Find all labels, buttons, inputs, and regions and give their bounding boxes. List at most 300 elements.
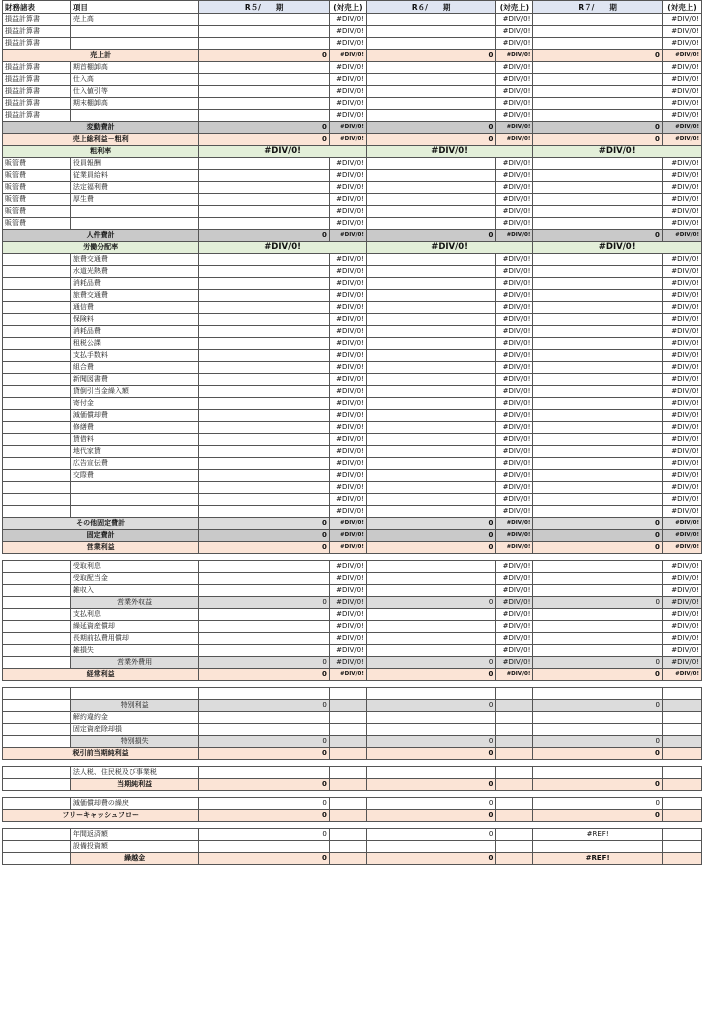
amount-cell: 0: [366, 542, 496, 554]
summary-row: [3, 242, 702, 254]
amount-cell: 0: [199, 134, 330, 146]
row-item: 役員報酬: [70, 158, 198, 170]
ratio-cell: #DIV/0!: [329, 62, 366, 74]
ratio-cell: #DIV/0!: [496, 98, 533, 110]
amount-cell: [199, 302, 330, 314]
amount-cell: [199, 74, 330, 86]
amount-cell: [199, 278, 330, 290]
amount-cell: [533, 26, 663, 38]
ratio-cell: #DIV/0!: [496, 410, 533, 422]
amount-cell: [199, 170, 330, 182]
amount-cell: [199, 362, 330, 374]
summary-row: [3, 700, 702, 712]
amount-cell: 0: [199, 122, 330, 134]
row-category: 販管費: [3, 158, 71, 170]
table-row: [3, 767, 702, 779]
ratio-cell: #DIV/0!: [662, 266, 701, 278]
table-row: [3, 633, 702, 645]
ratio-cell: #DIV/0!: [662, 609, 701, 621]
amount-cell: 0: [199, 779, 330, 791]
table-row: [3, 290, 702, 302]
amount-cell: [533, 86, 663, 98]
amount-cell: 0: [366, 810, 496, 822]
amount-cell: 0: [199, 736, 330, 748]
row-item: 支払利息: [70, 609, 198, 621]
row-category: [3, 585, 71, 597]
summary-row: [3, 530, 702, 542]
spacer-cell: [366, 791, 496, 798]
ratio-cell: #DIV/0!: [662, 518, 701, 530]
spacer-cell: [533, 822, 663, 829]
amount-cell: [533, 362, 663, 374]
amount-cell: [533, 422, 663, 434]
amount-cell: [199, 434, 330, 446]
amount-cell: [533, 338, 663, 350]
amount-cell: [533, 158, 663, 170]
ratio-cell: #DIV/0!: [496, 314, 533, 326]
ratio-cell: #DIV/0!: [496, 561, 533, 573]
row-category: 損益計算書: [3, 14, 71, 26]
spacer-cell: [199, 554, 330, 561]
summary-row: [3, 230, 702, 242]
amount-cell: 0: [366, 134, 496, 146]
ratio-cell: #DIV/0!: [662, 530, 701, 542]
amount-cell: [533, 585, 663, 597]
table-row: [3, 110, 702, 122]
row-category: 損益計算書: [3, 74, 71, 86]
ratio-cell: #DIV/0!: [329, 14, 366, 26]
row-category: [3, 422, 71, 434]
amount-cell: [533, 74, 663, 86]
ratio-cell: #DIV/0!: [496, 470, 533, 482]
amount-cell: [533, 561, 663, 573]
row-category: [3, 338, 71, 350]
amount-cell: [366, 724, 496, 736]
row-category: [3, 621, 71, 633]
row-category: [3, 798, 71, 810]
amount-cell: [533, 621, 663, 633]
amount-cell: 0: [533, 134, 663, 146]
amount-cell: [533, 218, 663, 230]
ratio-cell: #DIV/0!: [329, 278, 366, 290]
header-row: [3, 1, 702, 14]
amount-cell: [199, 410, 330, 422]
row-item: [70, 218, 198, 230]
ratio-cell: #DIV/0!: [662, 470, 701, 482]
amount-cell: [366, 482, 496, 494]
ratio-cell: #DIV/0!: [496, 669, 533, 681]
amount-cell: [199, 422, 330, 434]
ratio-cell: #DIV/0!: [329, 506, 366, 518]
row-item: 厚生費: [70, 194, 198, 206]
amount-cell: [366, 767, 496, 779]
section-spacer: [3, 681, 702, 688]
ratio-cell: #DIV/0!: [329, 50, 366, 62]
row-item: 長期前払費用償却: [70, 633, 198, 645]
ratio-cell: #DIV/0!: [496, 458, 533, 470]
section-spacer: [3, 554, 702, 561]
ratio-cell: [496, 712, 533, 724]
amount-cell: [199, 158, 330, 170]
ratio-cell: [496, 829, 533, 841]
ratio-cell: [329, 712, 366, 724]
amount-cell: [533, 494, 663, 506]
spacer-cell: [329, 554, 366, 561]
ratio-cell: [496, 841, 533, 853]
table-row: [3, 338, 702, 350]
amount-cell: [533, 350, 663, 362]
ratio-cell: #DIV/0!: [662, 645, 701, 657]
row-label: その他固定費計: [3, 518, 199, 530]
spacer-cell: [329, 681, 366, 688]
ratio-cell: #DIV/0!: [496, 609, 533, 621]
amount-cell: [199, 290, 330, 302]
summary-row: [3, 518, 702, 530]
ratio-cell: #DIV/0!: [329, 561, 366, 573]
header-period-r5: R５/ 期: [199, 1, 330, 14]
amount-cell: [199, 110, 330, 122]
ratio-cell: #DIV/0!: [329, 494, 366, 506]
row-item: 法人税、住民税及び事業税: [70, 767, 198, 779]
amount-cell: [199, 86, 330, 98]
empty-cell: [3, 779, 71, 791]
table-row: [3, 86, 702, 98]
ratio-cell: #DIV/0!: [662, 621, 701, 633]
amount-cell: 0: [199, 810, 330, 822]
ratio-cell: #DIV/0!: [496, 50, 533, 62]
row-item: [70, 38, 198, 50]
amount-cell: [199, 494, 330, 506]
amount-cell: 0: [533, 700, 663, 712]
row-item: 修繕費: [70, 422, 198, 434]
table-row: [3, 350, 702, 362]
table-row: [3, 585, 702, 597]
amount-cell: [533, 386, 663, 398]
table-row: [3, 14, 702, 26]
amount-cell: [533, 410, 663, 422]
table-row: [3, 38, 702, 50]
row-category: [3, 278, 71, 290]
amount-cell: [366, 609, 496, 621]
amount-cell: [366, 841, 496, 853]
summary-row: [3, 134, 702, 146]
ratio-cell: [662, 779, 701, 791]
amount-cell: [533, 62, 663, 74]
row-item: 雑収入: [70, 585, 198, 597]
ratio-cell: #DIV/0!: [329, 170, 366, 182]
row-label: 変動費計: [3, 122, 199, 134]
ratio-cell: #DIV/0!: [496, 74, 533, 86]
row-category: [3, 314, 71, 326]
row-category: [3, 302, 71, 314]
ratio-cell: #DIV/0!: [329, 621, 366, 633]
empty-cell: [3, 736, 71, 748]
header-ratio: (対売上): [329, 1, 366, 14]
ratio-cell: #DIV/0!: [662, 206, 701, 218]
row-item: 消耗品費: [70, 326, 198, 338]
amount-cell: [199, 38, 330, 50]
amount-cell: 0: [533, 669, 663, 681]
amount-cell: [199, 506, 330, 518]
row-item: 租税公課: [70, 338, 198, 350]
ratio-cell: #DIV/0!: [662, 26, 701, 38]
ratio-value: #DIV/0!: [199, 146, 367, 158]
ratio-cell: #DIV/0!: [329, 434, 366, 446]
amount-cell: 0: [533, 50, 663, 62]
amount-cell: [366, 182, 496, 194]
ratio-cell: #DIV/0!: [496, 621, 533, 633]
table-row: [3, 158, 702, 170]
amount-cell: [533, 688, 663, 700]
ratio-cell: #DIV/0!: [329, 458, 366, 470]
ratio-cell: #DIV/0!: [329, 314, 366, 326]
ratio-cell: #DIV/0!: [496, 254, 533, 266]
ratio-cell: #DIV/0!: [329, 182, 366, 194]
amount-cell: [199, 350, 330, 362]
ratio-cell: #DIV/0!: [662, 350, 701, 362]
amount-cell: [533, 278, 663, 290]
amount-cell: [366, 470, 496, 482]
row-category: [3, 254, 71, 266]
amount-cell: [366, 266, 496, 278]
spacer-cell: [199, 760, 330, 767]
ratio-cell: #DIV/0!: [329, 609, 366, 621]
amount-cell: 0: [199, 829, 330, 841]
ratio-cell: [662, 700, 701, 712]
spacer-cell: [70, 681, 198, 688]
ratio-cell: #DIV/0!: [329, 290, 366, 302]
ratio-cell: #DIV/0!: [496, 122, 533, 134]
ratio-cell: #DIV/0!: [662, 314, 701, 326]
row-category: 損益計算書: [3, 38, 71, 50]
table-row: [3, 645, 702, 657]
row-item: 旅費交通費: [70, 254, 198, 266]
ratio-cell: #DIV/0!: [496, 374, 533, 386]
amount-cell: 0: [366, 122, 496, 134]
row-item: 減価償却費: [70, 410, 198, 422]
ratio-cell: #DIV/0!: [496, 386, 533, 398]
ratio-cell: #DIV/0!: [329, 362, 366, 374]
ratio-cell: #DIV/0!: [329, 218, 366, 230]
amount-cell: [366, 26, 496, 38]
ratio-cell: #DIV/0!: [496, 518, 533, 530]
row-item: 貸倒引当金繰入額: [70, 386, 198, 398]
amount-cell: [199, 326, 330, 338]
row-category: 販管費: [3, 218, 71, 230]
table-row: [3, 573, 702, 585]
ratio-cell: #DIV/0!: [496, 633, 533, 645]
amount-cell: [366, 194, 496, 206]
amount-cell: [366, 573, 496, 585]
row-category: [3, 829, 71, 841]
row-category: 損益計算書: [3, 110, 71, 122]
row-category: [3, 326, 71, 338]
ratio-cell: #DIV/0!: [496, 26, 533, 38]
row-category: [3, 398, 71, 410]
amount-cell: [533, 434, 663, 446]
ratio-cell: [329, 724, 366, 736]
row-category: [3, 688, 71, 700]
amount-cell: [366, 506, 496, 518]
ratio-cell: [329, 798, 366, 810]
amount-cell: 0: [366, 230, 496, 242]
table-row: [3, 446, 702, 458]
amount-cell: [366, 278, 496, 290]
ratio-cell: #DIV/0!: [662, 254, 701, 266]
spacer-cell: [329, 760, 366, 767]
row-category: 損益計算書: [3, 86, 71, 98]
amount-cell: [199, 338, 330, 350]
amount-cell: 0: [199, 798, 330, 810]
amount-cell: 0: [366, 700, 496, 712]
amount-cell: [199, 218, 330, 230]
row-item: 新聞図書費: [70, 374, 198, 386]
amount-cell: [533, 482, 663, 494]
row-label: 繰越金: [70, 853, 198, 865]
ratio-cell: [662, 724, 701, 736]
row-item: 交際費: [70, 470, 198, 482]
amount-cell: 0: [366, 50, 496, 62]
amount-cell: 0: [199, 50, 330, 62]
amount-cell: 0: [366, 798, 496, 810]
amount-cell: [366, 398, 496, 410]
amount-cell: [199, 266, 330, 278]
ratio-cell: #DIV/0!: [496, 350, 533, 362]
summary-row: [3, 122, 702, 134]
ratio-cell: #DIV/0!: [329, 530, 366, 542]
table-row: [3, 494, 702, 506]
row-category: [3, 633, 71, 645]
row-category: [3, 573, 71, 585]
ratio-cell: [329, 700, 366, 712]
amount-cell: 0: [199, 657, 330, 669]
row-item: 仕入値引等: [70, 86, 198, 98]
ratio-cell: #DIV/0!: [496, 434, 533, 446]
row-label: 特別利益: [70, 700, 198, 712]
ratio-cell: #DIV/0!: [329, 134, 366, 146]
row-category: [3, 561, 71, 573]
header-period-r6: R６/ 期: [366, 1, 496, 14]
ratio-cell: #DIV/0!: [496, 542, 533, 554]
row-item: 雑損失: [70, 645, 198, 657]
amount-cell: [199, 724, 330, 736]
row-item: 法定福利費: [70, 182, 198, 194]
ratio-cell: #DIV/0!: [329, 585, 366, 597]
row-label: 売上計: [3, 50, 199, 62]
amount-cell: 0: [199, 518, 330, 530]
row-item: 期末棚卸高: [70, 98, 198, 110]
amount-cell: [199, 62, 330, 74]
row-item: [70, 206, 198, 218]
table-row: [3, 218, 702, 230]
section-spacer: [3, 822, 702, 829]
row-category: [3, 712, 71, 724]
table-row: [3, 841, 702, 853]
amount-cell: [199, 398, 330, 410]
amount-cell: [533, 206, 663, 218]
summary-row: [3, 748, 702, 760]
ratio-cell: [329, 688, 366, 700]
amount-cell: [533, 110, 663, 122]
ratio-cell: #DIV/0!: [496, 398, 533, 410]
ratio-cell: [496, 810, 533, 822]
ratio-cell: #DIV/0!: [496, 446, 533, 458]
ratio-cell: #DIV/0!: [496, 62, 533, 74]
amount-cell: #REF!: [533, 853, 663, 865]
ratio-cell: #DIV/0!: [329, 422, 366, 434]
row-category: [3, 724, 71, 736]
ratio-cell: [496, 736, 533, 748]
row-item: 固定資産除却損: [70, 724, 198, 736]
ratio-cell: #DIV/0!: [662, 194, 701, 206]
ratio-cell: #DIV/0!: [662, 14, 701, 26]
amount-cell: 0: [533, 530, 663, 542]
amount-cell: 0: [533, 230, 663, 242]
amount-cell: [533, 573, 663, 585]
row-label: 労働分配率: [3, 242, 199, 254]
spacer-cell: [662, 554, 701, 561]
row-item: 旅費交通費: [70, 290, 198, 302]
amount-cell: [366, 314, 496, 326]
ratio-value: #DIV/0!: [199, 242, 367, 254]
row-category: [3, 470, 71, 482]
ratio-value: #DIV/0!: [533, 146, 702, 158]
amount-cell: 0: [199, 597, 330, 609]
ratio-cell: #DIV/0!: [662, 506, 701, 518]
ratio-cell: #DIV/0!: [329, 110, 366, 122]
sheet-body: [3, 1, 702, 865]
ratio-cell: #DIV/0!: [662, 573, 701, 585]
ratio-cell: #DIV/0!: [662, 422, 701, 434]
ratio-cell: #DIV/0!: [662, 278, 701, 290]
amount-cell: [533, 290, 663, 302]
row-label: 固定費計: [3, 530, 199, 542]
amount-cell: [533, 254, 663, 266]
row-category: [3, 362, 71, 374]
row-item: 売上高: [70, 14, 198, 26]
row-item: 賃借料: [70, 434, 198, 446]
row-item: 受取配当金: [70, 573, 198, 585]
row-item: 広告宣伝費: [70, 458, 198, 470]
spacer-cell: [662, 760, 701, 767]
ratio-value: #DIV/0!: [533, 242, 702, 254]
ratio-cell: #DIV/0!: [662, 633, 701, 645]
spacer-cell: [329, 822, 366, 829]
amount-cell: 0: [199, 530, 330, 542]
empty-cell: [3, 597, 71, 609]
amount-cell: [533, 38, 663, 50]
row-category: [3, 374, 71, 386]
ratio-cell: #DIV/0!: [496, 230, 533, 242]
ratio-cell: #DIV/0!: [496, 38, 533, 50]
spacer-cell: [199, 681, 330, 688]
ratio-cell: #DIV/0!: [496, 158, 533, 170]
spacer-cell: [533, 791, 663, 798]
row-item: 仕入高: [70, 74, 198, 86]
amount-cell: [199, 458, 330, 470]
row-category: 損益計算書: [3, 26, 71, 38]
amount-cell: [366, 338, 496, 350]
ratio-cell: #DIV/0!: [329, 657, 366, 669]
amount-cell: 0: [366, 748, 496, 760]
amount-cell: [199, 645, 330, 657]
amount-cell: [199, 182, 330, 194]
row-label: 特別損失: [70, 736, 198, 748]
amount-cell: [533, 302, 663, 314]
ratio-cell: #DIV/0!: [496, 506, 533, 518]
ratio-cell: #DIV/0!: [496, 338, 533, 350]
row-category: 販管費: [3, 170, 71, 182]
